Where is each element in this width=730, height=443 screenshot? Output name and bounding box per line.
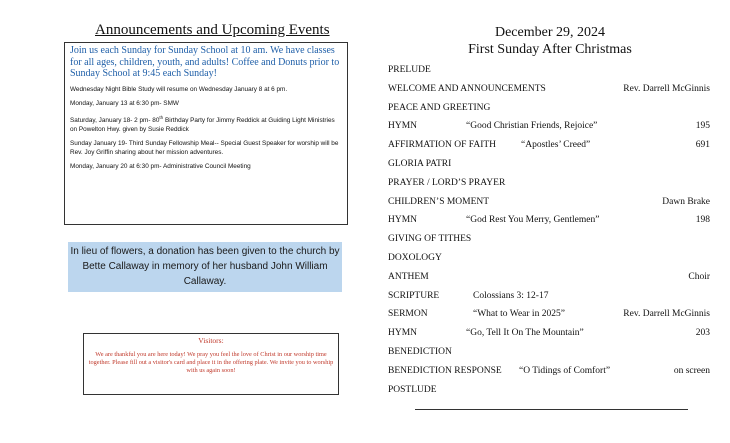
order-item-detail: Colossians 3: 12-17 xyxy=(473,290,549,301)
order-item-leader: 195 xyxy=(695,121,710,132)
event-item: Saturday, January 18- 2 pm- 80th Birthday Party for Jimmy Reddick at Guiding Light Ministries on Powelton Hwy. given by Susie Reddick xyxy=(70,114,335,133)
order-item-label: WELCOME AND ANNOUNCEMENTS xyxy=(388,83,546,94)
service-title: First Sunday After Christmas xyxy=(468,42,632,57)
order-item-leader: 691 xyxy=(695,140,710,151)
order-item-detail: “What to Wear in 2025” xyxy=(473,309,565,320)
order-item-detail: “O Tidings of Comfort” xyxy=(519,365,611,376)
order-of-worship xyxy=(388,65,710,403)
order-item xyxy=(388,253,710,272)
order-item-leader: Dawn Brake xyxy=(662,196,710,207)
order-item-label: GLORIA PATRI xyxy=(388,158,452,169)
order-item-label: HYMN xyxy=(388,215,418,226)
divider xyxy=(415,409,688,410)
order-item-leader: 203 xyxy=(695,328,710,339)
order-item-label: SCRIPTURE xyxy=(388,290,440,301)
order-item-leader: on screen xyxy=(673,365,710,376)
visitors-title: Visitors: xyxy=(198,336,224,345)
right-panel xyxy=(370,0,730,443)
order-item xyxy=(388,84,710,103)
order-item-detail: “Go, Tell It On The Mountain” xyxy=(466,328,584,339)
order-item xyxy=(388,197,710,216)
order-item xyxy=(388,159,710,178)
order-item xyxy=(388,103,710,122)
order-item-detail: “God Rest You Merry, Gentlemen” xyxy=(466,215,600,226)
order-item-label: POSTLUDE xyxy=(388,384,437,395)
order-item-label: BENEDICTION RESPONSE xyxy=(388,365,502,376)
order-item-label: HYMN xyxy=(388,121,418,132)
announcements-title: Announcements and Upcoming Events xyxy=(95,22,330,38)
order-item-label: PRELUDE xyxy=(388,65,431,75)
order-item-leader: Rev. Darrell McGinnis xyxy=(623,309,710,320)
order-item xyxy=(388,234,710,253)
order-item xyxy=(388,65,710,84)
visitors-message: We are thankful you are here today! We pray you feel the love of Christ in our worship time together. Please fill out a visitor's card and place it in the offering plate. We invite you to worship with us again soon! xyxy=(88,351,334,374)
event-item: Monday, January 20 at 6:30 pm- Administrative Council Meeting xyxy=(70,162,251,170)
order-item-leader: Rev. Darrell McGinnis xyxy=(623,83,710,94)
order-item-label: PEACE AND GREETING xyxy=(388,102,491,113)
order-item-label: ANTHEM xyxy=(388,271,429,282)
order-item-detail: “Apostles’ Creed” xyxy=(521,140,591,151)
order-item xyxy=(388,291,710,310)
order-item-label: PRAYER / LORD’S PRAYER xyxy=(388,177,506,188)
order-item xyxy=(388,140,710,159)
order-item xyxy=(388,215,710,234)
order-item-label: DOXOLOGY xyxy=(388,252,442,263)
order-item xyxy=(388,385,710,404)
order-item-label: BENEDICTION xyxy=(388,346,452,357)
order-item-leader: 198 xyxy=(695,215,710,226)
memorial-notice: In lieu of flowers, a donation has been given to the church by Bette Callaway in memory of her husband John William Callaway. xyxy=(68,242,342,292)
event-item: Monday, January 13 at 6:30 pm- SMW xyxy=(70,99,179,107)
order-item xyxy=(388,347,710,366)
order-item-label: GIVING OF TITHES xyxy=(388,234,472,245)
event-item: Sunday January 19- Third Sunday Fellowship Meal-- Special Guest Speaker for worship will be Rev. Joy Griffin sharing about her mission adventures. xyxy=(70,139,339,156)
order-item-label: CHILDREN’S MOMENT xyxy=(388,196,490,207)
sunday-school-intro: Join us each Sunday for Sunday School at 10 am. We have classes for all ages, children, youth, and adults! Coffee and Donuts prior to Sunday School at 9:45 each Sunday! xyxy=(70,45,340,79)
order-item-detail: “Good Christian Friends, Rejoice” xyxy=(466,121,598,132)
event-item: Wednesday Night Bible Study will resume on Wednesday January 8 at 6 pm. xyxy=(70,85,288,93)
order-item-label: HYMN xyxy=(388,328,418,339)
order-item xyxy=(388,328,710,347)
announcements-box xyxy=(64,42,348,225)
order-item xyxy=(388,309,710,328)
left-panel xyxy=(0,0,360,443)
order-item-label: SERMON xyxy=(388,309,428,320)
order-item-label: AFFIRMATION OF FAITH xyxy=(388,140,497,151)
service-date: December 29, 2024 xyxy=(494,25,606,40)
order-item xyxy=(388,178,710,197)
visitors-box xyxy=(83,333,339,395)
order-item-leader: Choir xyxy=(688,271,710,282)
order-item xyxy=(388,121,710,140)
order-item xyxy=(388,366,710,385)
order-item xyxy=(388,272,710,291)
